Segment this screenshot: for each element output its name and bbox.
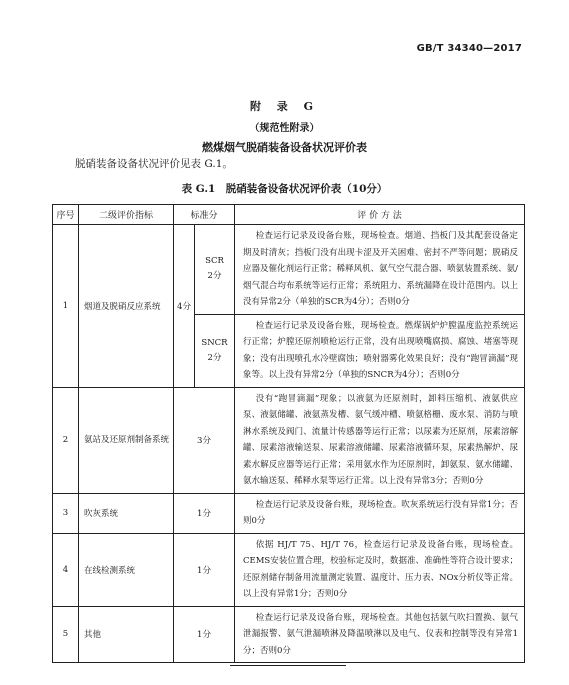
sub-score: 2分 <box>207 271 222 282</box>
table-row <box>53 606 525 663</box>
standard-code: GB/T 34340—2017 <box>416 43 522 54</box>
header-score: 标准分 <box>174 205 235 225</box>
method-text: 依据 HJ/T 75、HJ/T 76，检查运行记录及设备台账，现场检查。CEMS安装位置合理，校验标定及时，数据准、准确性等符合设计要求；还原剂储存制备用流量测定装置、温度计、压力表、NOx分析仪等正常。以上没有异常1分；否则0分 <box>243 539 519 599</box>
row-indicator: 其他 <box>79 606 174 663</box>
row-seq: 4 <box>53 533 79 606</box>
indicator-text: 氨站及还原剂制备系统 <box>84 435 170 445</box>
sub-cell-sncr <box>195 314 235 387</box>
sub-cell-scr <box>195 225 235 315</box>
row-indicator: 吹灰系统 <box>79 493 174 533</box>
method-text: 检查运行记录及设备台账，现场检查。燃煤锅炉炉膛温度监控系统运行正常；炉膛还原剂喷枪运行正常，没有出现喷嘴腐损、腐蚀、堵塞等现象；没有出现喷孔水冷壁腐蚀；喷射器雾化效果良好；没有“跑冒滴漏”现象等。以上没有异常2分（单独的SNCR为4分）；否则0分 <box>243 320 519 380</box>
table-row <box>53 225 525 315</box>
evaluation-table <box>52 204 525 663</box>
table-row <box>53 387 525 493</box>
header-seq: 序号 <box>53 205 79 225</box>
row-score: 1分 <box>174 533 235 606</box>
row-method <box>235 606 525 663</box>
row-method <box>235 314 525 387</box>
row-method <box>235 387 525 493</box>
intro-text: 脱硝装备设备状况评价见表 G.1。 <box>75 158 233 170</box>
appendix-title: 燃煤烟气脱硝装备设备状况评价表 <box>202 141 367 154</box>
method-text: 检查运行记录及设备台账，现场检查。吹灰系统运行没有异常1分；否则0分 <box>243 499 519 526</box>
method-text: 没有“跑冒滴漏”现象；以液氨为还原剂时，卸料压缩机、液氨供应泵、液氨储罐、液氨蒸发槽、氨气缓冲槽、喷氨格栅、废水泵、消防与喷淋水系统及阀门、流量计传感器等运行正常；以尿素为还原剂，尿素溶解罐、尿素溶液输送泵、尿素溶液储罐、尿素溶液循环泵，尿素热解炉、尿素水解反应器等运行正常；采用氨水作为还原剂时，卸氨泵、氨水储罐、氨水输送泵、稀释水泵等运行正常。以上没有异常3分；否则0分 <box>243 393 519 486</box>
row-method <box>235 533 525 606</box>
sub-type: SNCR <box>201 337 228 348</box>
row-score: 1分 <box>174 493 235 533</box>
row-seq: 1 <box>53 225 79 388</box>
table-caption: 表 G.1 脱硝装备设备状况评价表（10分） <box>181 183 388 195</box>
sub-type: SCR <box>205 256 224 267</box>
method-text: 检查运行记录及设备台账，现场检查。其他包括氨气吹扫置换、氨气泄漏报警、氨气泄漏喷淋及降温喷淋以及电气、仪表和控制等没有异常1分；否则0分 <box>243 612 519 656</box>
row-score: 4分 <box>174 225 195 388</box>
normative-note: （规范性附录） <box>249 123 320 134</box>
header-indicator: 二级评价指标 <box>79 205 174 225</box>
table-row <box>53 533 525 606</box>
sub-score: 2分 <box>207 352 222 363</box>
row-seq: 5 <box>53 606 79 663</box>
appendix-title-block <box>0 98 569 155</box>
row-method <box>235 225 525 315</box>
row-indicator: 烟道及脱硝反应系统 <box>79 225 174 388</box>
bottom-rule <box>230 665 346 666</box>
appendix-label: 附 录 G <box>249 100 320 113</box>
row-indicator <box>79 387 174 493</box>
row-score: 1分 <box>174 606 235 663</box>
row-indicator: 在线检测系统 <box>79 533 174 606</box>
row-score: 3分 <box>174 387 235 493</box>
table-header-row <box>53 205 525 225</box>
row-method <box>235 493 525 533</box>
method-text: 检查运行记录及设备台账，现场检查。烟道、挡板门及其配套设备定期及时清灰；挡板门没有出现卡涩及开关困难、密封不严等问题；脱硝反应器及催化剂运行正常；稀释风机、氨气空气混合器、喷氨装置系统、氨/烟气混合均布系统等运行正常；系统阻力、系统漏降在设计范围内。以上没有异常2分（单独的SCR为4分）；否则0分 <box>243 231 519 307</box>
header-method: 评 价 方 法 <box>235 205 525 225</box>
row-seq: 3 <box>53 493 79 533</box>
table-row <box>53 493 525 533</box>
row-seq: 2 <box>53 387 79 493</box>
